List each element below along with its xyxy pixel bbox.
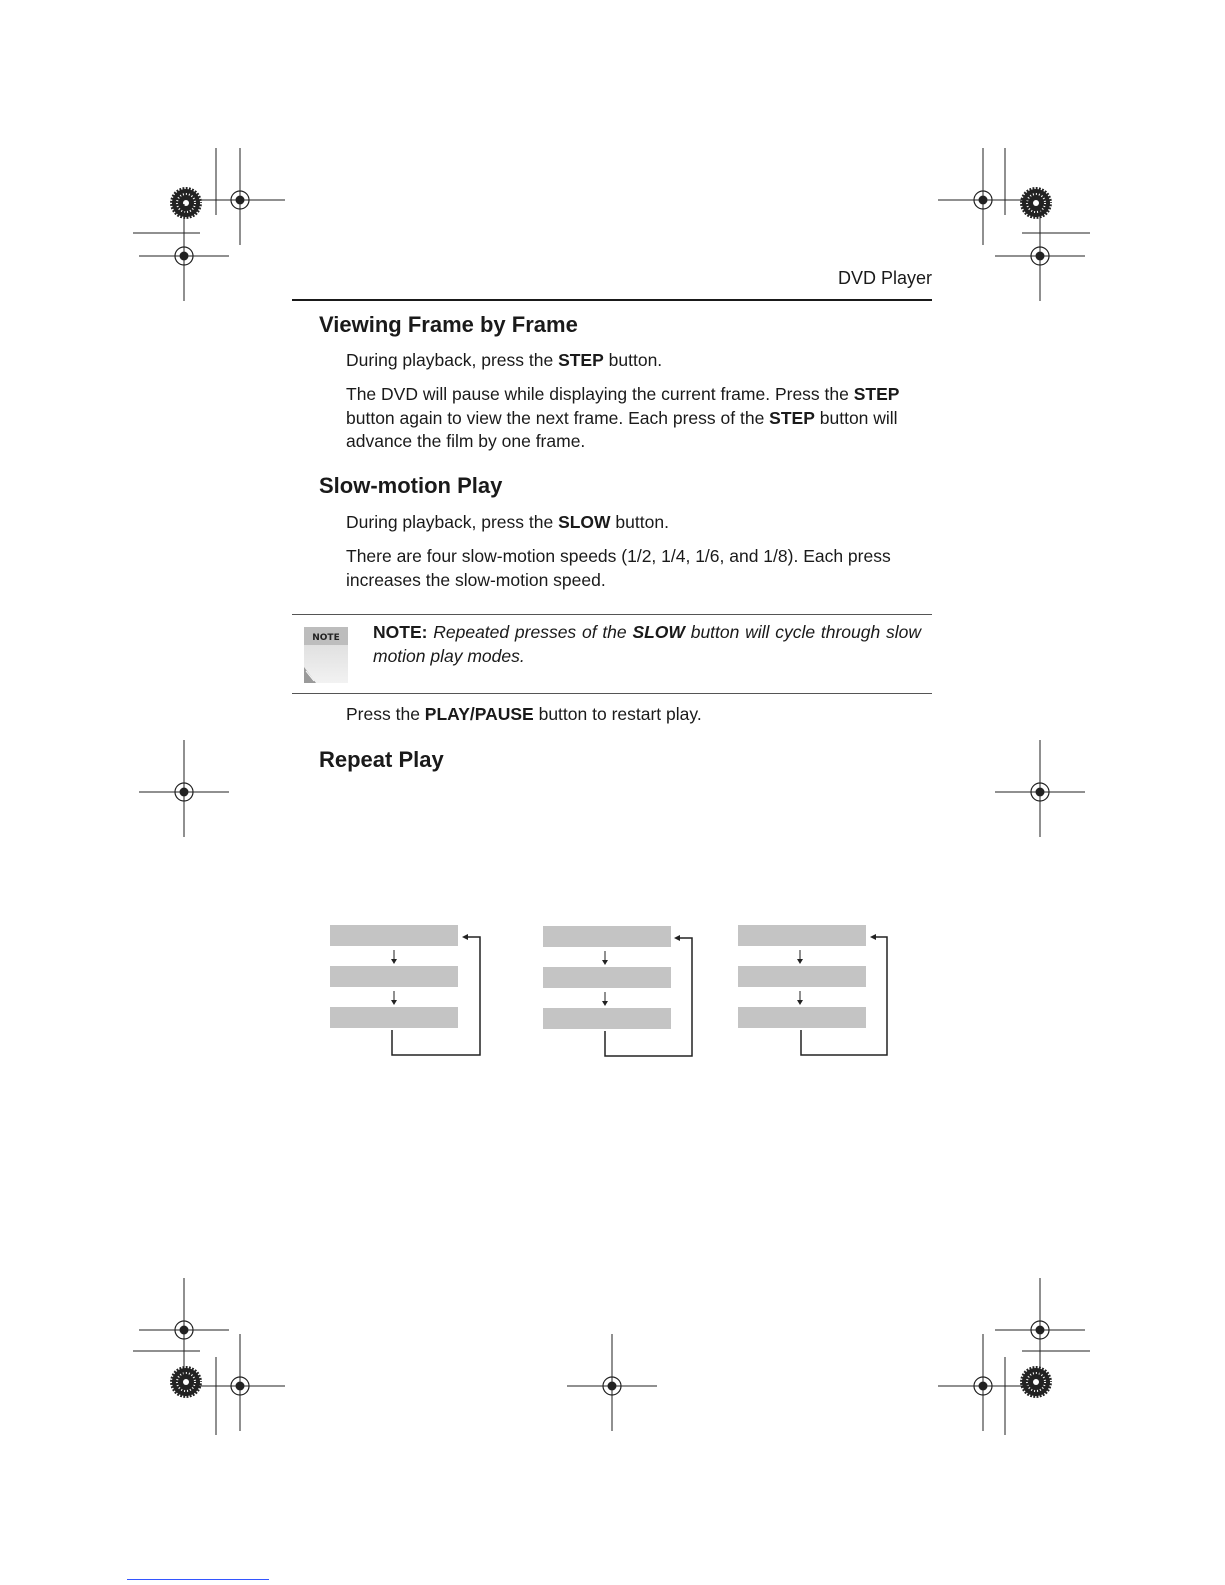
note-top-rule [292,614,932,615]
section-title-frame-by-frame: Viewing Frame by Frame [319,312,578,337]
arrow-left-icon [870,934,876,940]
arrow-down-icon [391,959,397,964]
flow-box [330,1007,458,1028]
flow-box [543,967,671,988]
registration-mark-icon [195,1334,285,1431]
registration-mark-icon [938,148,1028,245]
note-text: NOTE: Repeated presses of the SLOW button will cycle through slow motion play modes. [373,622,921,666]
flow-box [738,966,866,987]
registration-mark-icon [995,740,1085,837]
registration-mark-icon [995,204,1085,301]
arrow-left-icon [674,935,680,941]
flow-box [330,966,458,987]
repeat-flow-diagram-2 [543,926,692,1056]
running-header: DVD Player [837,268,932,288]
flow-box [738,925,866,946]
section-title-slow-motion: Slow-motion Play [319,473,503,498]
note-icon [304,627,348,683]
star-target-icon [170,1366,202,1398]
arrow-down-icon [391,1000,397,1005]
arrow-down-icon [797,959,803,964]
registration-mark-icon [938,1334,1028,1431]
footer-link-underline [127,1579,269,1580]
registration-mark-icon [567,1334,657,1431]
loop-back-line [801,937,887,1055]
slow-paragraph-1: During playback, press the SLOW button. [346,512,669,532]
repeat-flow-diagram-3 [738,925,887,1055]
restart-paragraph: Press the PLAY/PAUSE button to restart play. [346,704,702,724]
registration-mark-icon [139,204,229,301]
flow-box [330,925,458,946]
flow-box [738,1007,866,1028]
arrow-left-icon [462,934,468,940]
registration-mark-icon [139,740,229,837]
flow-box [543,1008,671,1029]
flow-box [543,926,671,947]
star-target-icon [1020,187,1052,219]
arrow-down-icon [797,1000,803,1005]
loop-back-line [392,937,480,1055]
registration-mark-icon [995,1278,1085,1375]
arrow-down-icon [602,1001,608,1006]
frame-paragraph-2: The DVD will pause while displaying the current frame. Press the STEP button again to view the next frame. Each press of the STEP button will advance the film by one frame. [346,384,900,451]
arrow-down-icon [602,960,608,965]
slow-paragraph-2: There are four slow-motion speeds (1/2, 1/4, 1/6, and 1/8). Each press increases the slow-motion speed. [346,546,891,590]
header-rule [292,299,932,301]
star-target-icon [1020,1366,1052,1398]
loop-back-line [605,938,692,1056]
registration-mark-icon [195,148,285,245]
note-bottom-rule [292,693,932,694]
section-title-repeat-play: Repeat Play [319,747,444,772]
note-icon-label: NOTE [312,633,340,643]
star-target-icon [170,187,202,219]
repeat-flow-diagram-1 [330,925,480,1055]
frame-paragraph-1: During playback, press the STEP button. [346,350,663,370]
